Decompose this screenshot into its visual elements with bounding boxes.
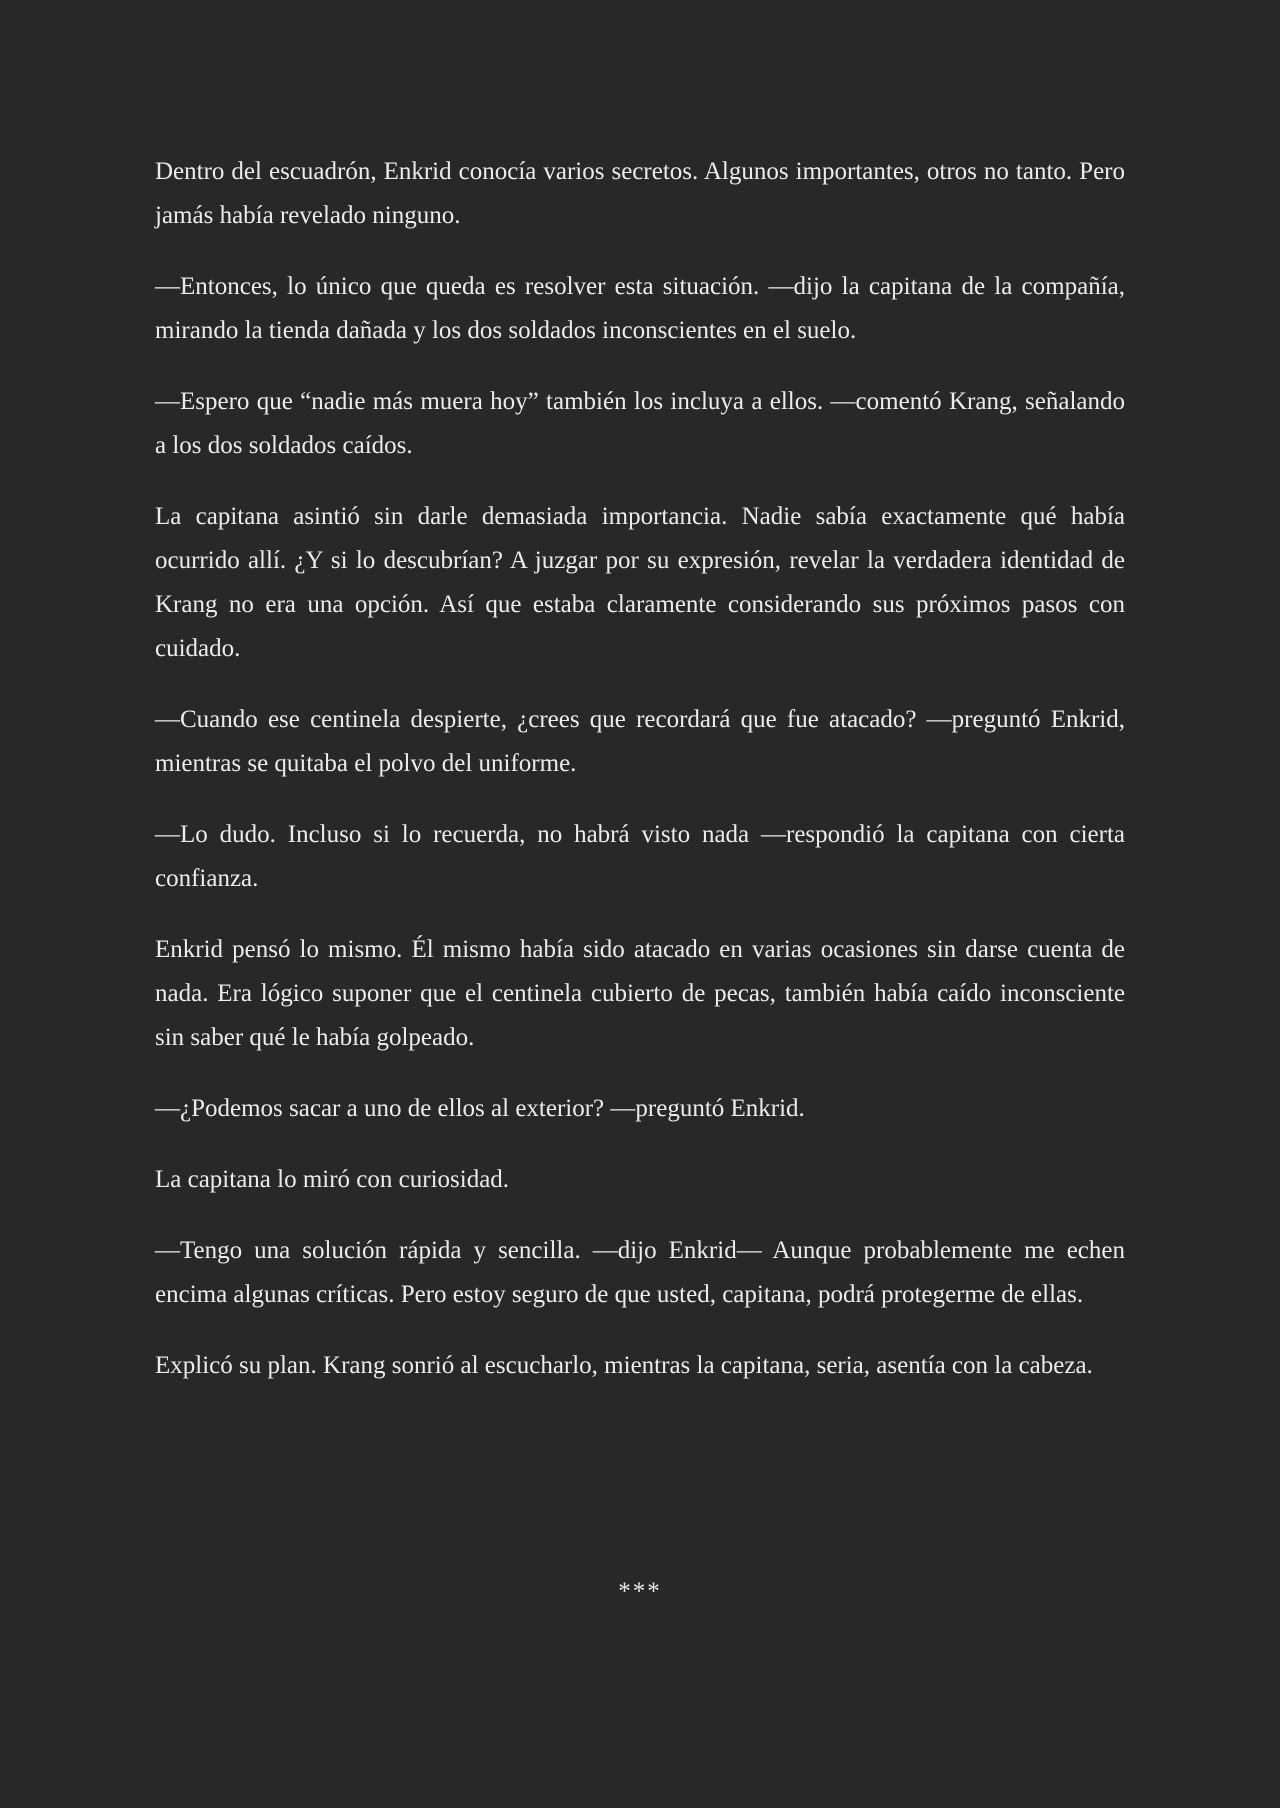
paragraph: —Lo dudo. Incluso si lo recuerda, no habrá visto nada —respondió la capitana con cierta confianza. (155, 821, 1125, 892)
paragraph: Enkrid pensó lo mismo. Él mismo había sido atacado en varias ocasiones sin darse cuenta de nada. Era lógico suponer que el centinela cubierto de pecas, también había caído inconsciente sin saber qué le había golpeado. (155, 936, 1125, 1051)
paragraph: —¿Podemos sacar a uno de ellos al exterior? —preguntó Enkrid. (155, 1095, 805, 1122)
paragraph: —Espero que “nadie más muera hoy” también los incluya a ellos. —comentó Krang, señalando a los dos soldados caídos. (155, 388, 1125, 459)
paragraph: La capitana lo miró con curiosidad. (155, 1166, 510, 1193)
paragraph: —Cuando ese centinela despierte, ¿crees que recordará que fue atacado? —preguntó Enkrid, mientras se quitaba el polvo del uniforme. (155, 706, 1125, 777)
section-separator: *** (618, 1578, 662, 1605)
paragraph: La capitana asintió sin darle demasiada importancia. Nadie sabía exactamente qué había ocurrido allí. ¿Y si lo descubrían? A juzgar por su expresión, revelar la verdadera identidad de Krang no era una opción. Así que estaba claramente considerando sus próximos pasos con cuidado. (155, 503, 1125, 662)
reader-page (155, 150, 1125, 1415)
paragraph: Dentro del escuadrón, Enkrid conocía varios secretos. Algunos importantes, otros no tanto. Pero jamás había revelado ninguno. (155, 158, 1125, 229)
paragraph: Explicó su plan. Krang sonrió al escucharlo, mientras la capitana, seria, asentía con la cabeza. (155, 1352, 1093, 1379)
paragraph: —Tengo una solución rápida y sencilla. —dijo Enkrid— Aunque probablemente me echen encima algunas críticas. Pero estoy seguro de que usted, capitana, podrá protegerme de ellas. (155, 1237, 1125, 1308)
paragraph: —Entonces, lo único que queda es resolver esta situación. —dijo la capitana de la compañía, mirando la tienda dañada y los dos soldados inconscientes en el suelo. (155, 273, 1125, 344)
